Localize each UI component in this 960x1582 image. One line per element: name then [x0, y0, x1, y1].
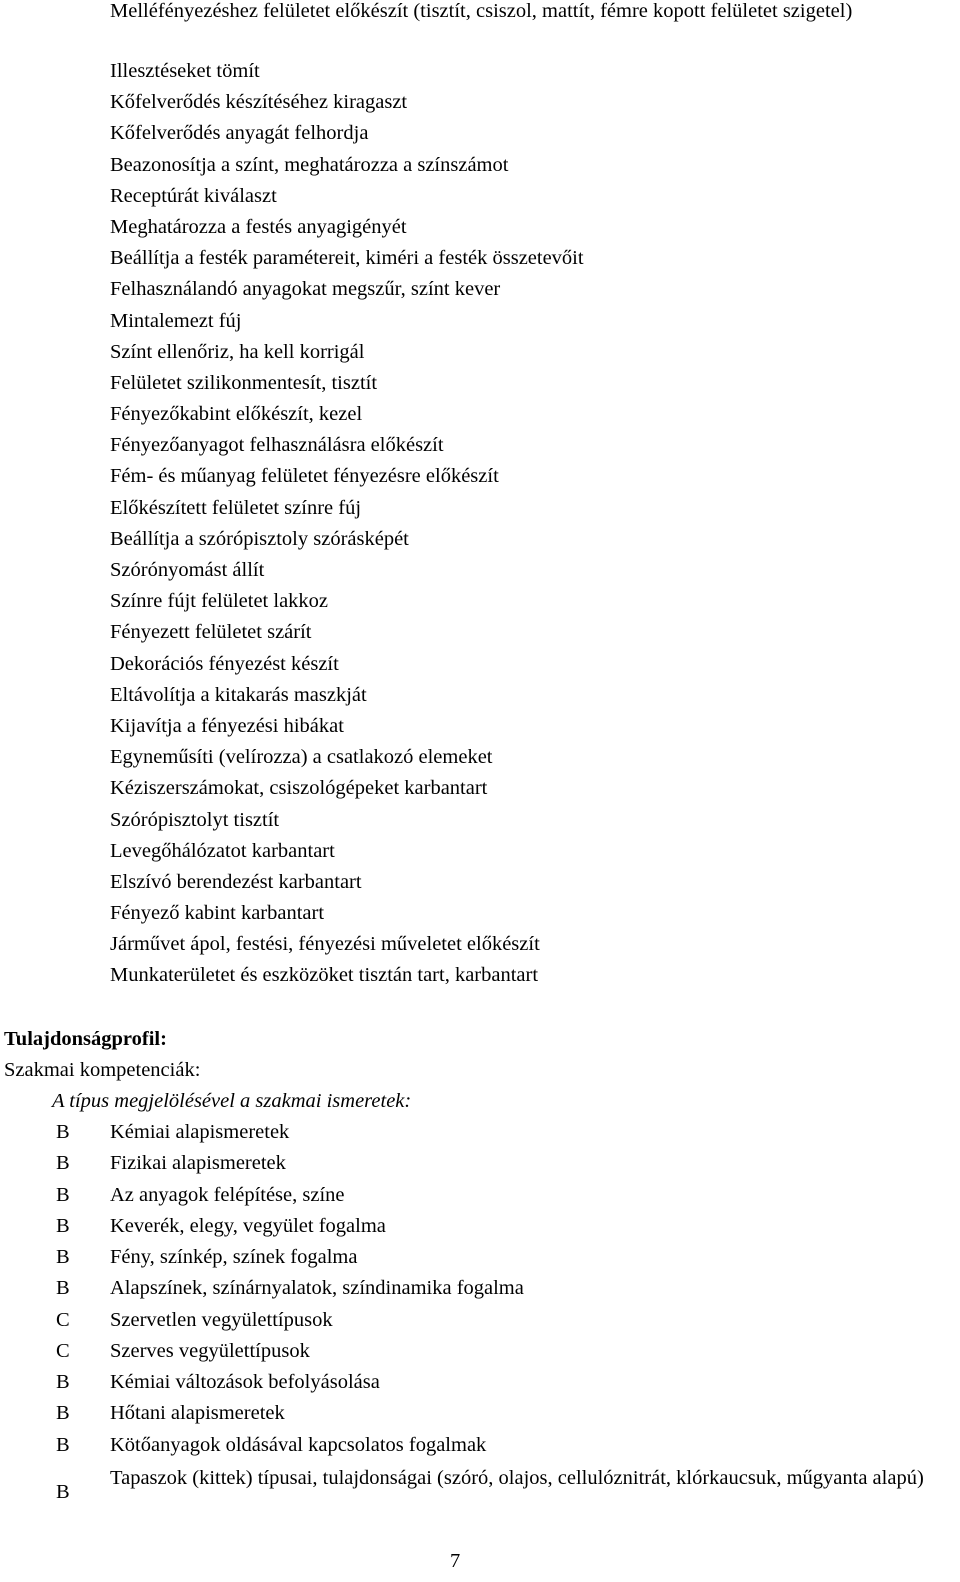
section-title: Tulajdonságprofil: [4, 1028, 167, 1050]
knowledge-text: Kémiai változások befolyásolása [110, 1371, 380, 1393]
knowledge-text: Alapszínek, színárnyalatok, színdinamika fogalma [110, 1277, 524, 1300]
knowledge-type: C [56, 1308, 70, 1331]
knowledge-text: Szerves vegyülettípusok [110, 1339, 310, 1362]
knowledge-text: Fizikai alapismeretek [110, 1152, 286, 1175]
knowledge-text: Hőtani alapismeretek [110, 1402, 285, 1425]
knowledge-row [0, 1338, 955, 1369]
task-item: Beállítja a festék paramétereit, kiméri a festék összetevőit [110, 247, 584, 270]
knowledge-type: B [56, 1433, 70, 1456]
knowledge-text: Keverék, elegy, vegyület fogalma [110, 1214, 386, 1237]
knowledge-type: B [56, 1121, 70, 1143]
knowledge-text: Tapaszok (kittek) típusai, tulajdonságai (szóró, olajos, cellulóznitrát, klórkaucsuk, műgyanta alapú) [110, 1466, 924, 1489]
knowledge-row [0, 1150, 955, 1181]
knowledge-row [0, 1463, 955, 1527]
knowledge-type: B [56, 1246, 70, 1268]
knowledge-text: Kémiai alapismeretek [110, 1121, 290, 1143]
task-item: Kőfelverődés anyagát felhordja [110, 122, 369, 145]
knowledge-type: B [56, 1480, 70, 1503]
task-item: Fényezőanyagot felhasználásra előkészít [110, 434, 444, 457]
task-item: Felhasználandó anyagokat megszűr, színt kever [110, 278, 501, 301]
knowledge-row [0, 1432, 955, 1463]
knowledge-text: Az anyagok felépítése, színe [110, 1183, 345, 1206]
knowledge-text: Kötőanyagok oldásával kapcsolatos fogalmak [110, 1433, 487, 1456]
task-item: Eltávolítja a kitakarás maszkját [110, 683, 367, 706]
knowledge-row [0, 1369, 955, 1400]
knowledge-list [0, 1119, 955, 1527]
task-item: Beazonosítja a színt, meghatározza a színszámot [110, 153, 509, 176]
knowledge-type: B [56, 1277, 70, 1300]
task-item: Munkaterületet és eszközöket tisztán tart, karbantart [110, 964, 539, 987]
task-item: Szórónyomást állít [110, 559, 265, 581]
task-item: Receptúrát kiválaszt [110, 184, 277, 207]
task-item: Felületet szilikonmentesít, tisztít [110, 371, 378, 394]
task-item: Melléfényezéshez felületet előkészít (tisztít, csiszol, mattít, fémre kopott felületet szigetel) [110, 0, 853, 22]
knowledge-row [0, 1119, 955, 1150]
knowledge-row [0, 1400, 955, 1431]
task-item: Színre fújt felületet lakkoz [110, 590, 329, 613]
task-item: Kijavítja a fényezési hibákat [110, 714, 344, 737]
knowledge-type: B [56, 1152, 70, 1175]
task-item: Kőfelverődés készítéséhez kiragaszt [110, 91, 408, 114]
knowledge-type: B [56, 1371, 70, 1393]
task-item: Fényező kabint karbantart [110, 902, 325, 925]
knowledge-row [0, 1182, 955, 1213]
task-item: Egyneműsíti (velírozza) a csatlakozó elemeket [110, 746, 493, 769]
knowledge-type: B [56, 1402, 70, 1425]
knowledge-row [0, 1213, 955, 1244]
knowledge-type: B [56, 1183, 70, 1206]
task-item: Kéziszerszámokat, csiszológépeket karbantart [110, 777, 488, 800]
task-item: Járművet ápol, festési, fényezési műveletet előkészít [110, 933, 540, 956]
task-item: Fém- és műanyag felületet fényezésre előkészít [110, 465, 499, 488]
task-item: Fényezett felületet szárít [110, 621, 312, 644]
knowledge-row [0, 1275, 955, 1306]
section-subtitle: Szakmai kompetenciák: [4, 1059, 201, 1081]
knowledge-row [0, 1307, 955, 1338]
knowledge-text: Szervetlen vegyülettípusok [110, 1308, 333, 1331]
task-item: Dekorációs fényezést készít [110, 652, 339, 675]
task-item: Illesztéseket tömít [110, 60, 260, 82]
knowledge-type: B [56, 1214, 70, 1237]
task-item: Mintalemezt fúj [110, 309, 242, 332]
task-item: Színt ellenőriz, ha kell korrigál [110, 340, 365, 363]
knowledge-type: C [56, 1339, 70, 1362]
type-caption: A típus megjelölésével a szakmai ismeretek: [52, 1090, 412, 1112]
page-number: 7 [450, 1550, 461, 1572]
knowledge-text: Fény, színkép, színek fogalma [110, 1246, 358, 1268]
task-item: Szórópisztolyt tisztít [110, 808, 280, 831]
task-item: Levegőhálózatot karbantart [110, 839, 335, 862]
task-item: Előkészített felületet színre fúj [110, 496, 362, 519]
task-item: Meghatározza a festés anyagigényét [110, 215, 407, 238]
task-list [110, 0, 955, 994]
task-item: Elszívó berendezést karbantart [110, 870, 362, 893]
task-item: Fényezőkabint előkészít, kezel [110, 403, 363, 426]
task-item: Beállítja a szórópisztoly szórásképét [110, 527, 409, 550]
knowledge-row [0, 1244, 955, 1275]
